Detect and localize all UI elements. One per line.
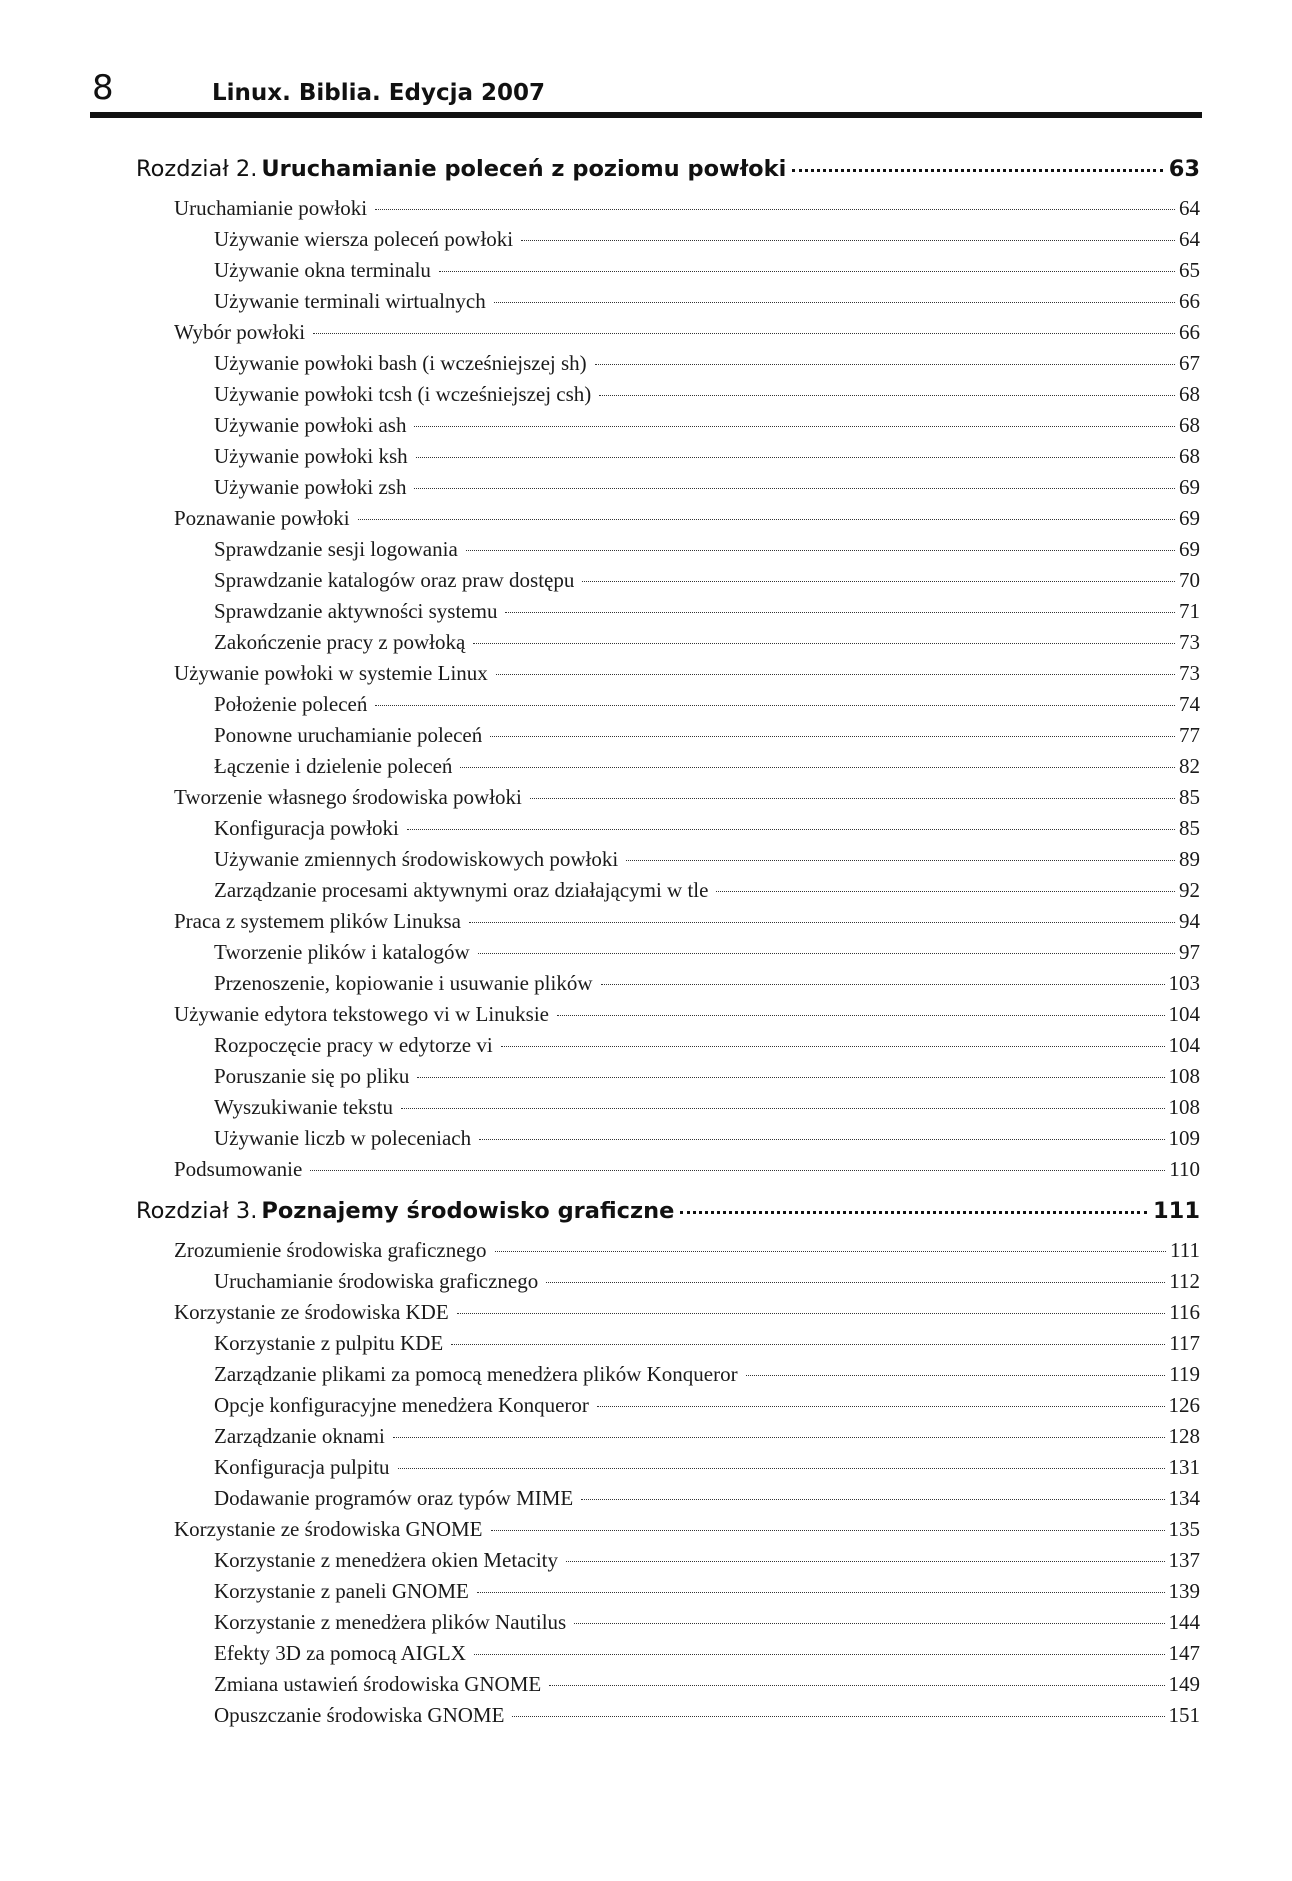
entry-page-number: 67: [1179, 351, 1200, 375]
entry-page-number: 111: [1170, 1238, 1200, 1262]
entry-title: Używanie liczb w poleceniach: [214, 1126, 472, 1150]
dot-leader: [398, 1468, 1165, 1469]
subsection-entry: [214, 227, 1200, 257]
entry-title: Uruchamianie powłoki: [174, 196, 368, 220]
dot-leader: [597, 1406, 1165, 1407]
dot-leader: [401, 1108, 1165, 1109]
entry-title: Położenie poleceń: [214, 692, 368, 716]
entry-page-number: 144: [1168, 1610, 1200, 1634]
section-entry: [174, 785, 1200, 815]
subsection-entry: [214, 289, 1200, 319]
dot-leader: [501, 1046, 1165, 1047]
chapter-title: Poznajemy środowisko graficzne: [261, 1198, 675, 1224]
entry-title: Używanie powłoki zsh: [214, 475, 407, 499]
entry-title: Zmiana ustawień środowiska GNOME: [214, 1672, 542, 1696]
entry-page-number: 73: [1179, 661, 1200, 685]
entry-page-number: 69: [1179, 537, 1200, 561]
dot-leader: [313, 333, 1175, 334]
dot-leader: [469, 922, 1175, 923]
section-entry: [174, 1157, 1200, 1187]
entry-page-number: 110: [1169, 1157, 1200, 1181]
dot-leader: [566, 1561, 1164, 1562]
dot-leader: [521, 240, 1175, 241]
subsection-entry: [214, 413, 1200, 443]
entry-page-number: 119: [1169, 1362, 1200, 1386]
entry-title: Opcje konfiguracyjne menedżera Konqueror: [214, 1393, 589, 1417]
dot-leader: [439, 271, 1175, 272]
entry-title: Praca z systemem plików Linuksa: [174, 909, 461, 933]
dot-leader: [407, 829, 1175, 830]
chapter-heading: [136, 156, 1200, 190]
entry-page-number: 92: [1179, 878, 1200, 902]
entry-title: Konfiguracja pulpitu: [214, 1455, 390, 1479]
entry-page-number: 64: [1179, 227, 1200, 251]
entry-page-number: 73: [1179, 630, 1200, 654]
subsection-entry: [214, 1672, 1200, 1702]
entry-page-number: 149: [1168, 1672, 1200, 1696]
section-entry: [174, 196, 1200, 226]
entry-title: Używanie powłoki bash (i wcześniejszej sh): [214, 351, 587, 375]
entry-page-number: 68: [1179, 413, 1200, 437]
entry-title: Zarządzanie plikami za pomocą menedżera plików Konqueror: [214, 1362, 738, 1386]
entry-title: Przenoszenie, kopiowanie i usuwanie plików: [214, 971, 593, 995]
dot-leader: [582, 581, 1175, 582]
entry-title: Zakończenie pracy z powłoką: [214, 630, 466, 654]
book-title: Linux. Biblia. Edycja 2007: [212, 80, 546, 106]
dot-leader: [416, 457, 1175, 458]
dot-leader: [746, 1375, 1166, 1376]
dot-leader: [310, 1170, 1165, 1171]
dot-leader: [457, 1313, 1166, 1314]
dot-leader: [496, 674, 1175, 675]
entry-title: Wyszukiwanie tekstu: [214, 1095, 393, 1119]
subsection-entry: [214, 1641, 1200, 1671]
dot-leader: [466, 550, 1175, 551]
entry-title: Sprawdzanie katalogów oraz praw dostępu: [214, 568, 575, 592]
entry-page-number: 104: [1168, 1002, 1200, 1026]
entry-title: Używanie powłoki w systemie Linux: [174, 661, 488, 685]
entry-page-number: 97: [1179, 940, 1200, 964]
entry-title: Zarządzanie procesami aktywnymi oraz działającymi w tle: [214, 878, 709, 902]
subsection-entry: [214, 723, 1200, 753]
dot-leader: [460, 767, 1175, 768]
entry-page-number: 103: [1168, 971, 1200, 995]
subsection-entry: [214, 1095, 1200, 1125]
subsection-entry: [214, 568, 1200, 598]
entry-title: Korzystanie z menedżera okien Metacity: [214, 1548, 559, 1572]
subsection-entry: [214, 940, 1200, 970]
dot-leader: [512, 1716, 1164, 1717]
dot-leader: [792, 169, 1162, 172]
dot-leader: [393, 1437, 1165, 1438]
dot-leader: [494, 302, 1175, 303]
entry-page-number: 82: [1179, 754, 1200, 778]
subsection-entry: [214, 692, 1200, 722]
entry-title: Używanie edytora tekstowego vi w Linuksie: [174, 1002, 549, 1026]
entry-title: Tworzenie własnego środowiska powłoki: [174, 785, 522, 809]
entry-page-number: 147: [1168, 1641, 1200, 1665]
dot-leader: [549, 1685, 1164, 1686]
entry-title: Uruchamianie środowiska graficznego: [214, 1269, 539, 1293]
subsection-entry: [214, 1362, 1200, 1392]
subsection-entry: [214, 1064, 1200, 1094]
dot-leader: [530, 798, 1175, 799]
entry-page-number: 66: [1179, 320, 1200, 344]
dot-leader: [478, 953, 1175, 954]
entry-title: Używanie zmiennych środowiskowych powłoki: [214, 847, 619, 871]
entry-title: Sprawdzanie sesji logowania: [214, 537, 458, 561]
chapter-page-number: 111: [1153, 1198, 1200, 1224]
dot-leader: [414, 426, 1175, 427]
entry-page-number: 104: [1168, 1033, 1200, 1057]
chapter-heading: [136, 1198, 1200, 1232]
dot-leader: [479, 1139, 1164, 1140]
entry-page-number: 71: [1179, 599, 1200, 623]
entry-title: Wybór powłoki: [174, 320, 306, 344]
dot-leader: [414, 488, 1175, 489]
entry-page-number: 66: [1179, 289, 1200, 313]
dot-leader: [490, 736, 1175, 737]
entry-title: Poruszanie się po pliku: [214, 1064, 410, 1088]
subsection-entry: [214, 351, 1200, 381]
entry-page-number: 112: [1169, 1269, 1200, 1293]
entry-title: Dodawanie programów oraz typów MIME: [214, 1486, 574, 1510]
entry-title: Ponowne uruchamianie poleceń: [214, 723, 483, 747]
dot-leader: [495, 1251, 1166, 1252]
entry-page-number: 128: [1168, 1424, 1200, 1448]
subsection-entry: [214, 847, 1200, 877]
entry-title: Zarządzanie oknami: [214, 1424, 385, 1448]
entry-title: Używanie powłoki ksh: [214, 444, 408, 468]
entry-title: Opuszczanie środowiska GNOME: [214, 1703, 505, 1727]
dot-leader: [599, 395, 1175, 396]
entry-page-number: 68: [1179, 382, 1200, 406]
subsection-entry: [214, 1579, 1200, 1609]
entry-page-number: 134: [1168, 1486, 1200, 1510]
entry-title: Konfiguracja powłoki: [214, 816, 399, 840]
entry-title: Sprawdzanie aktywności systemu: [214, 599, 498, 623]
section-entry: [174, 1002, 1200, 1032]
section-entry: [174, 909, 1200, 939]
chapter-number: Rozdział 2.: [136, 156, 258, 182]
subsection-entry: [214, 1486, 1200, 1516]
header-rule: [90, 112, 1202, 118]
dot-leader: [574, 1623, 1164, 1624]
entry-page-number: 108: [1168, 1064, 1200, 1088]
dot-leader: [601, 984, 1165, 985]
entry-page-number: 126: [1168, 1393, 1200, 1417]
section-entry: [174, 1300, 1200, 1330]
dot-leader: [417, 1077, 1164, 1078]
entry-page-number: 69: [1179, 506, 1200, 530]
entry-page-number: 74: [1179, 692, 1200, 716]
subsection-entry: [214, 1269, 1200, 1299]
entry-title: Korzystanie ze środowiska KDE: [174, 1300, 449, 1324]
entry-page-number: 109: [1168, 1126, 1200, 1150]
entry-page-number: 68: [1179, 444, 1200, 468]
section-entry: [174, 1517, 1200, 1547]
subsection-entry: [214, 971, 1200, 1001]
dot-leader: [546, 1282, 1165, 1283]
entry-page-number: 64: [1179, 196, 1200, 220]
entry-page-number: 85: [1179, 816, 1200, 840]
entry-title: Używanie okna terminalu: [214, 258, 431, 282]
chapter-page-number: 63: [1168, 156, 1200, 182]
subsection-entry: [214, 1455, 1200, 1485]
subsection-entry: [214, 754, 1200, 784]
dot-leader: [680, 1211, 1147, 1214]
entry-page-number: 65: [1179, 258, 1200, 282]
section-entry: [174, 320, 1200, 350]
chapter-title: Uruchamianie poleceń z poziomu powłoki: [261, 156, 787, 182]
dot-leader: [473, 643, 1175, 644]
dot-leader: [358, 519, 1175, 520]
dot-leader: [581, 1499, 1164, 1500]
entry-page-number: 89: [1179, 847, 1200, 871]
entry-page-number: 108: [1168, 1095, 1200, 1119]
dot-leader: [595, 364, 1175, 365]
dot-leader: [375, 705, 1175, 706]
subsection-entry: [214, 475, 1200, 505]
entry-page-number: 70: [1179, 568, 1200, 592]
subsection-entry: [214, 1610, 1200, 1640]
dot-leader: [626, 860, 1175, 861]
dot-leader: [477, 1592, 1165, 1593]
entry-page-number: 94: [1179, 909, 1200, 933]
entry-title: Rozpoczęcie pracy w edytorze vi: [214, 1033, 493, 1057]
entry-title: Korzystanie ze środowiska GNOME: [174, 1517, 483, 1541]
section-entry: [174, 506, 1200, 536]
dot-leader: [716, 891, 1175, 892]
subsection-entry: [214, 1548, 1200, 1578]
entry-page-number: 117: [1169, 1331, 1200, 1355]
entry-title: Korzystanie z menedżera plików Nautilus: [214, 1610, 567, 1634]
entry-title: Używanie powłoki ash: [214, 413, 407, 437]
entry-title: Efekty 3D za pomocą AIGLX: [214, 1641, 466, 1665]
entry-page-number: 85: [1179, 785, 1200, 809]
subsection-entry: [214, 599, 1200, 629]
chapter-number: Rozdział 3.: [136, 1198, 258, 1224]
dot-leader: [557, 1015, 1165, 1016]
subsection-entry: [214, 382, 1200, 412]
entry-page-number: 151: [1168, 1703, 1200, 1727]
entry-page-number: 131: [1168, 1455, 1200, 1479]
subsection-entry: [214, 630, 1200, 660]
entry-title: Zrozumienie środowiska graficznego: [174, 1238, 487, 1262]
dot-leader: [375, 209, 1175, 210]
dot-leader: [491, 1530, 1165, 1531]
entry-page-number: 137: [1168, 1548, 1200, 1572]
subsection-entry: [214, 1033, 1200, 1063]
dot-leader: [505, 612, 1175, 613]
entry-title: Łączenie i dzielenie poleceń: [214, 754, 453, 778]
subsection-entry: [214, 1703, 1200, 1733]
entry-title: Korzystanie z paneli GNOME: [214, 1579, 469, 1603]
subsection-entry: [214, 1424, 1200, 1454]
entry-title: Używanie powłoki tcsh (i wcześniejszej csh): [214, 382, 592, 406]
subsection-entry: [214, 444, 1200, 474]
entry-title: Używanie wiersza poleceń powłoki: [214, 227, 514, 251]
entry-page-number: 139: [1168, 1579, 1200, 1603]
subsection-entry: [214, 1331, 1200, 1361]
subsection-entry: [214, 816, 1200, 846]
entry-page-number: 77: [1179, 723, 1200, 747]
running-header: [92, 66, 1200, 116]
entry-title: Korzystanie z pulpitu KDE: [214, 1331, 444, 1355]
entry-title: Tworzenie plików i katalogów: [214, 940, 470, 964]
entry-title: Używanie terminali wirtualnych: [214, 289, 486, 313]
section-entry: [174, 661, 1200, 691]
entry-page-number: 135: [1168, 1517, 1200, 1541]
entry-title: Podsumowanie: [174, 1157, 303, 1181]
subsection-entry: [214, 878, 1200, 908]
entry-page-number: 116: [1169, 1300, 1200, 1324]
subsection-entry: [214, 1393, 1200, 1423]
subsection-entry: [214, 1126, 1200, 1156]
subsection-entry: [214, 537, 1200, 567]
section-entry: [174, 1238, 1200, 1268]
page-number: 8: [92, 68, 114, 108]
subsection-entry: [214, 258, 1200, 288]
entry-title: Poznawanie powłoki: [174, 506, 350, 530]
entry-page-number: 69: [1179, 475, 1200, 499]
dot-leader: [451, 1344, 1165, 1345]
dot-leader: [474, 1654, 1165, 1655]
